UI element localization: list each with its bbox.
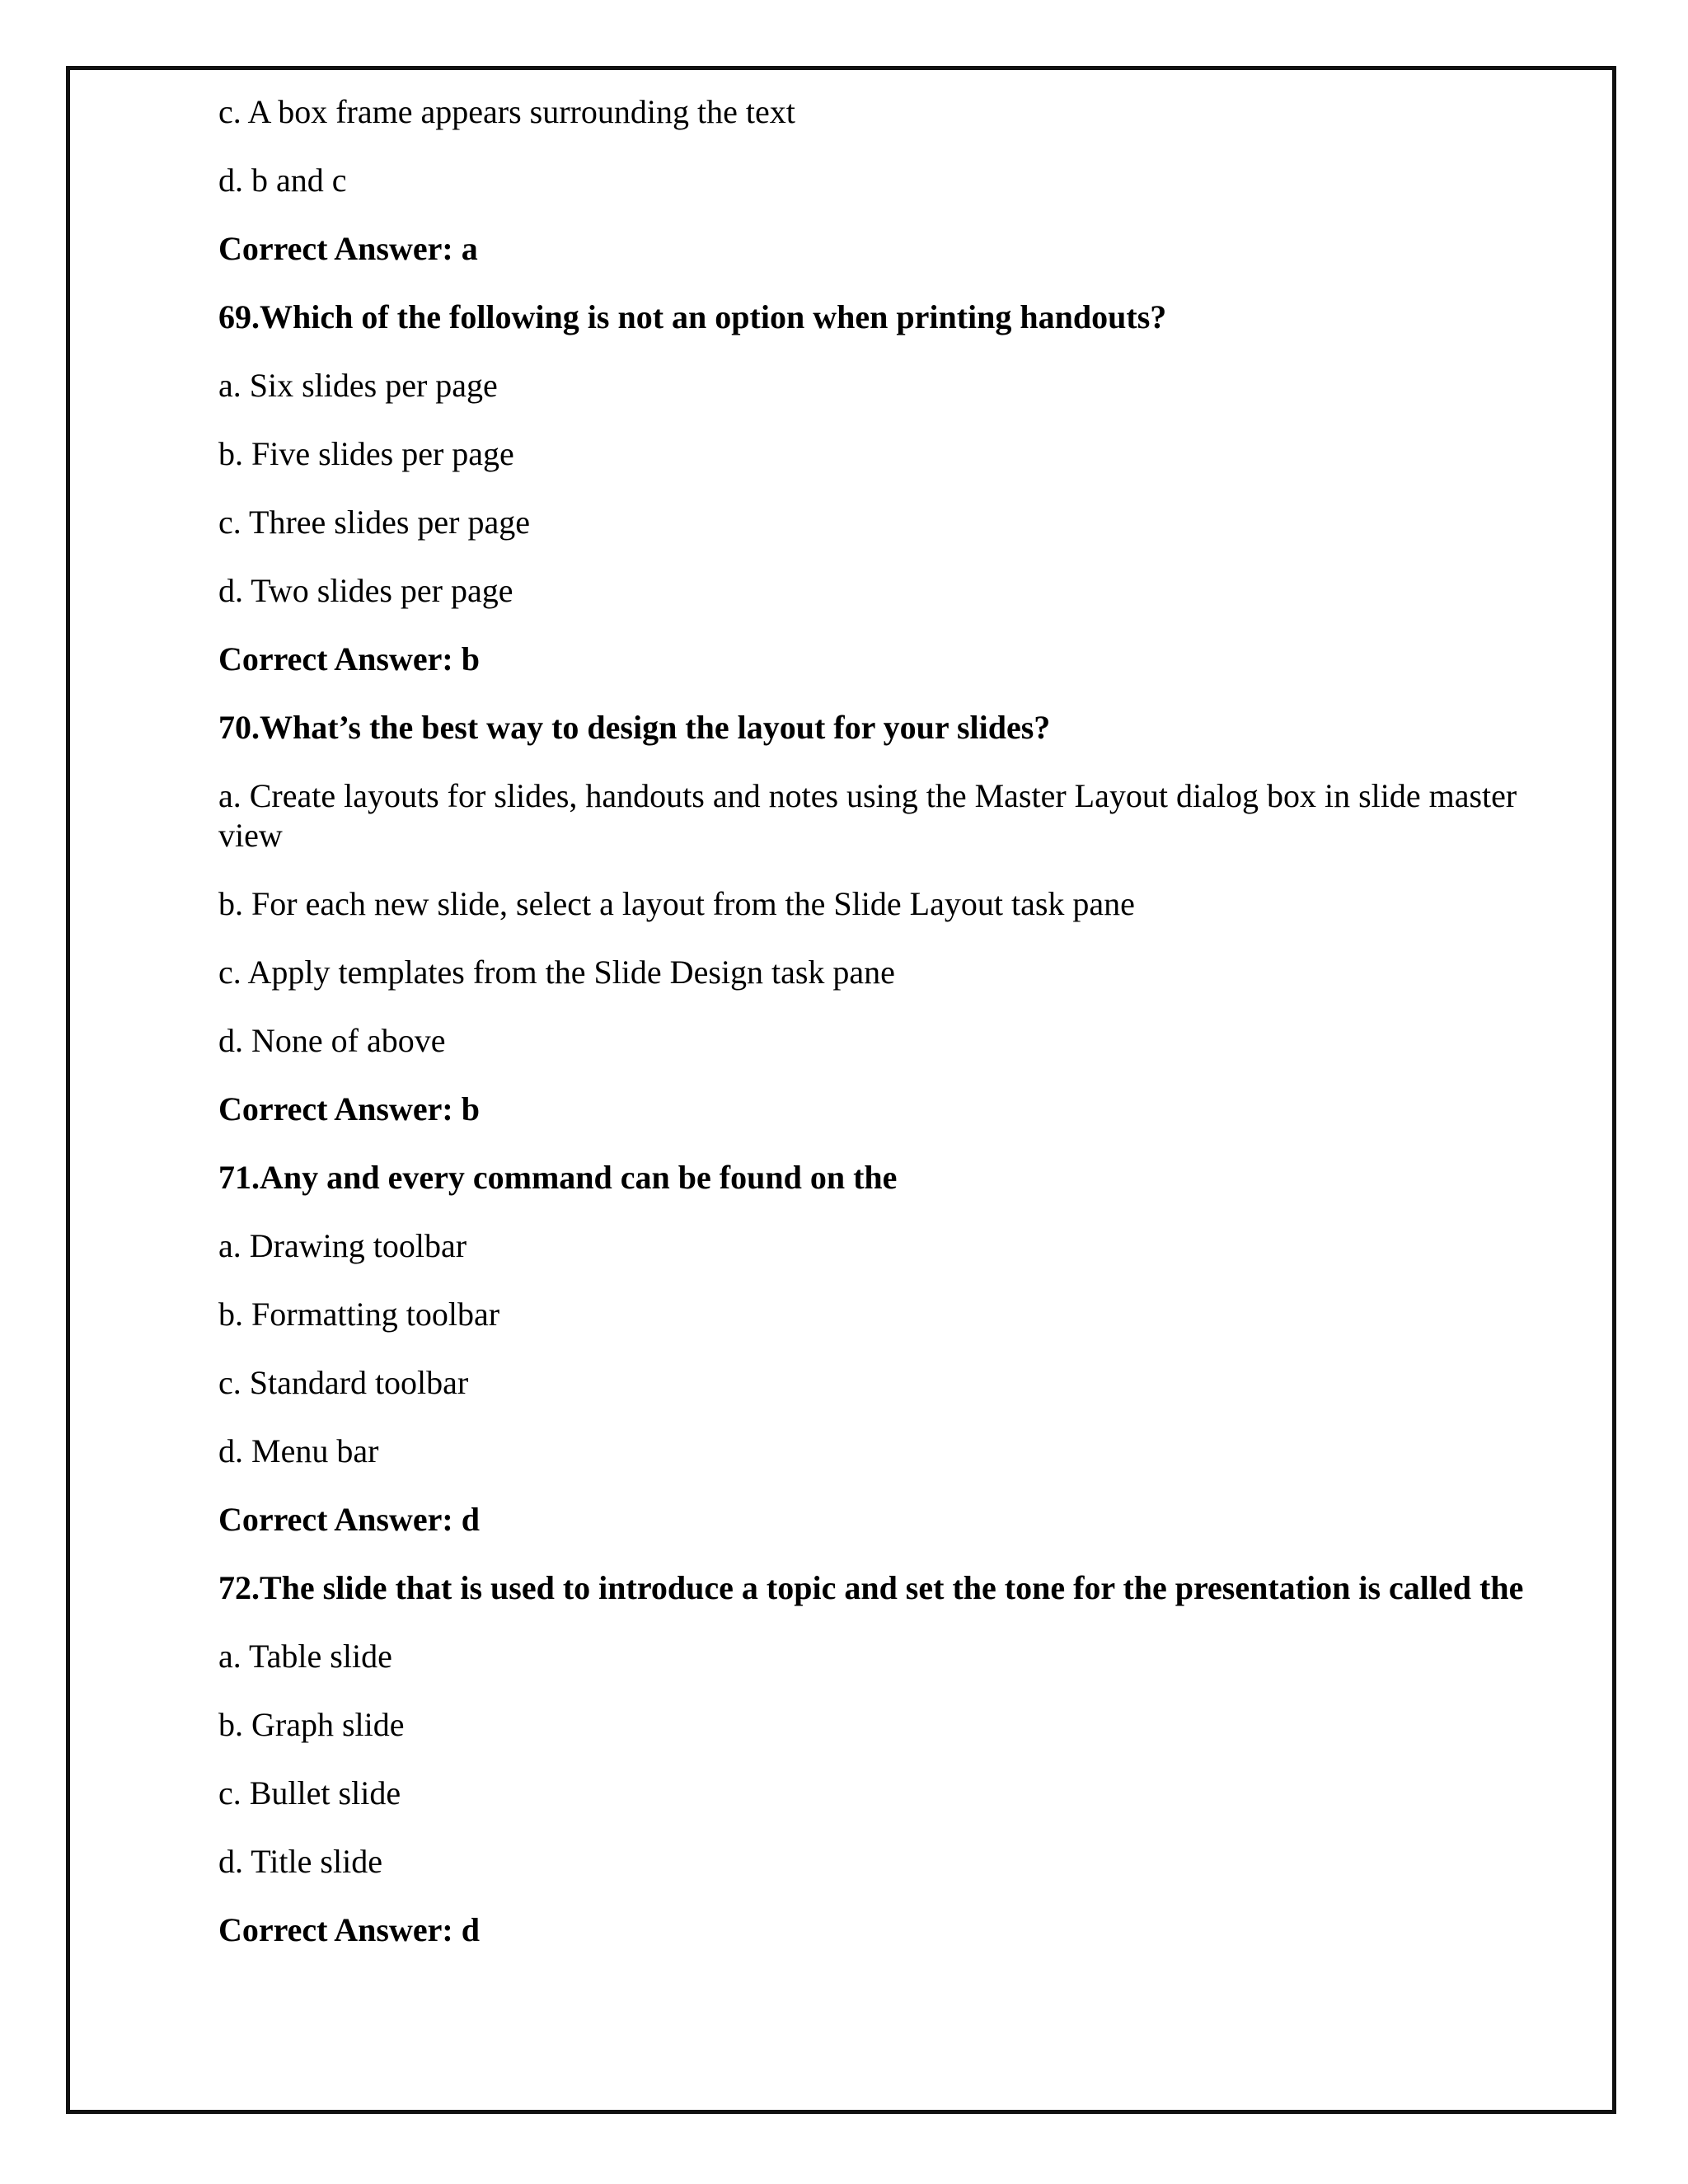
option-a-q72: a. Table slide [218, 1638, 392, 1675]
option-b-q72: b. Graph slide [218, 1706, 405, 1743]
option-d-q70: d. None of above [218, 1022, 446, 1059]
option-d-q69: d. Two slides per page [218, 572, 513, 609]
answer-q68: Correct Answer: a [218, 230, 478, 267]
option-c-q70: c. Apply templates from the Slide Design task pane [218, 954, 895, 991]
option-a-q69: a. Six slides per page [218, 367, 498, 404]
option-b-q71: b. Formatting toolbar [218, 1296, 500, 1333]
answer-q72: Correct Answer: d [218, 1911, 480, 1948]
option-c-q71: c. Standard toolbar [218, 1364, 469, 1401]
option-a-q70: a. Create layouts for slides, handouts and notes using the Master Layout dialog box in slide master view [218, 777, 1517, 854]
option-c-q68: c. A box frame appears surrounding the text [218, 93, 795, 130]
question-72: 72.The slide that is used to introduce a topic and set the tone for the presentation is called the [218, 1569, 1524, 1606]
option-c-q69: c. Three slides per page [218, 504, 530, 541]
option-a-q71: a. Drawing toolbar [218, 1227, 467, 1264]
option-d-q71: d. Menu bar [218, 1432, 379, 1469]
document-body [218, 92, 1587, 1979]
option-d-q68: d. b and c [218, 162, 347, 199]
option-b-q69: b. Five slides per page [218, 435, 514, 472]
question-70: 70.What’s the best way to design the layout for your slides? [218, 709, 1051, 746]
question-71: 71.Any and every command can be found on the [218, 1159, 898, 1196]
option-c-q72: c. Bullet slide [218, 1774, 401, 1811]
option-d-q72: d. Title slide [218, 1843, 382, 1880]
answer-q70: Correct Answer: b [218, 1090, 480, 1127]
question-69: 69.Which of the following is not an option when printing handouts? [218, 298, 1167, 335]
answer-q69: Correct Answer: b [218, 640, 480, 677]
answer-q71: Correct Answer: d [218, 1501, 480, 1538]
option-b-q70: b. For each new slide, select a layout from the Slide Layout task pane [218, 885, 1135, 922]
